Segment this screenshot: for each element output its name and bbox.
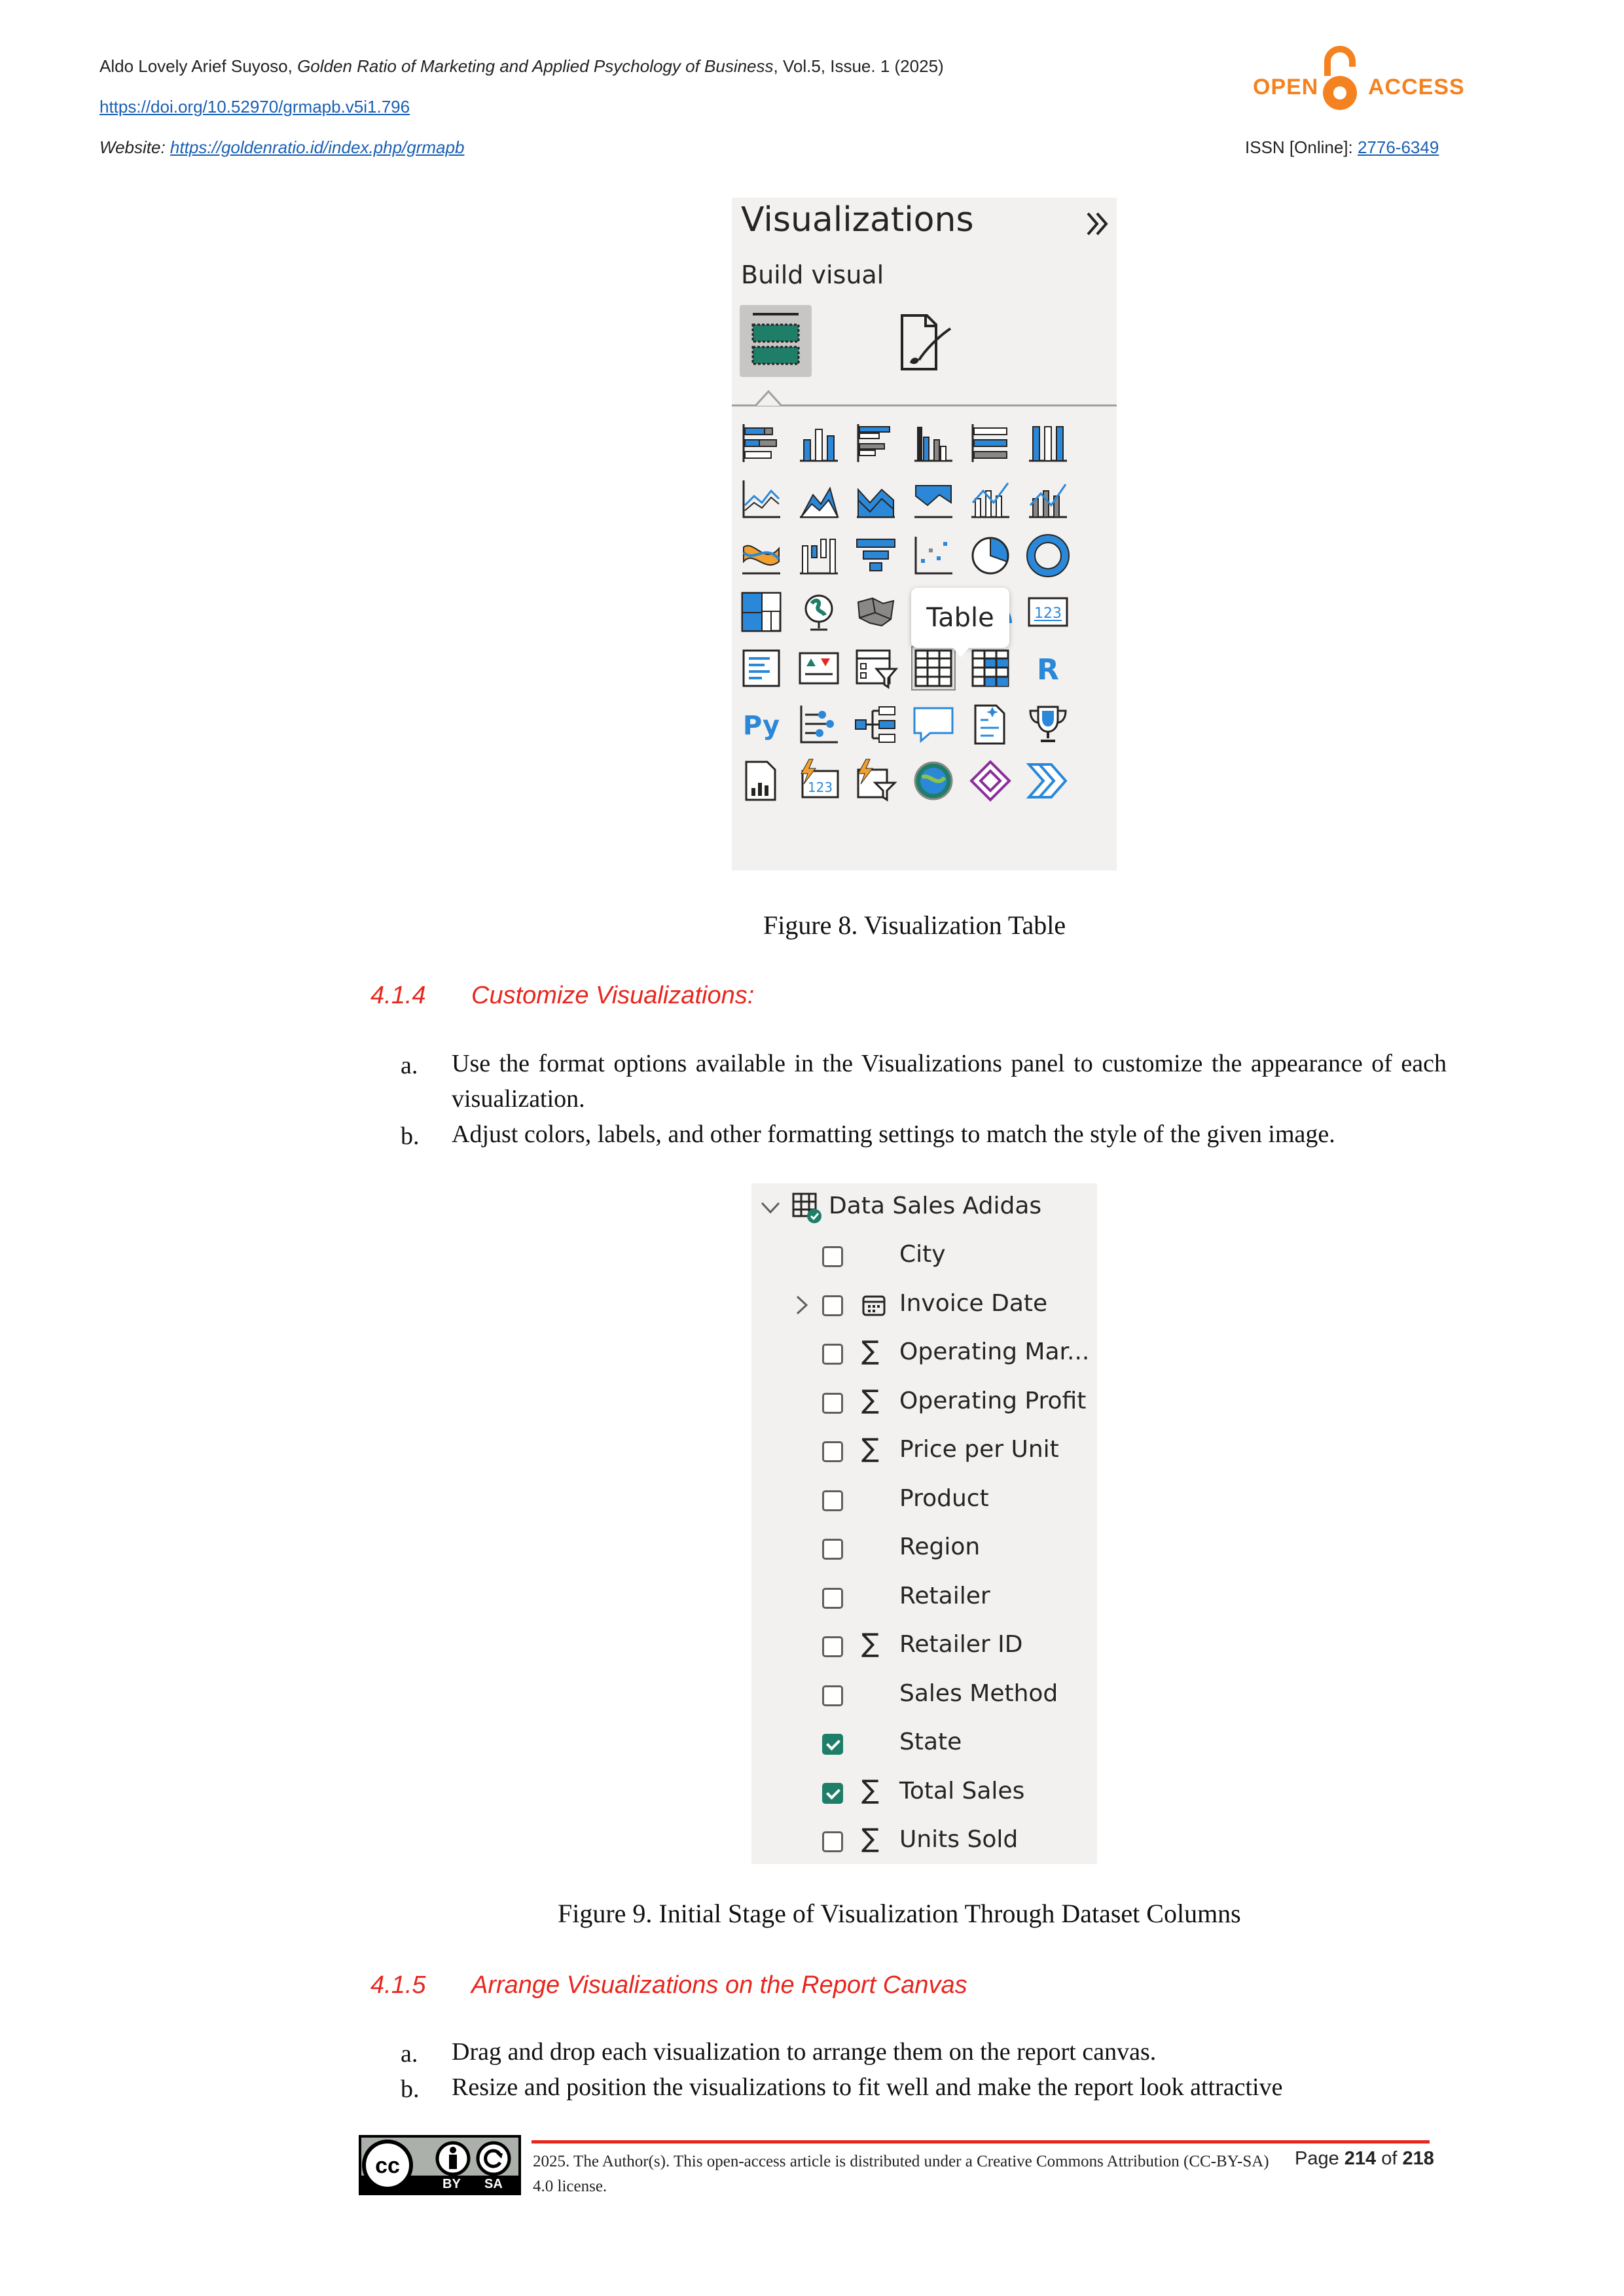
figure-9-caption: Figure 9. Initial Stage of Visualization Through Dataset Columns <box>558 1899 1241 1928</box>
field-checkbox[interactable] <box>822 1636 843 1657</box>
field-row[interactable] <box>751 1281 1097 1329</box>
website-label: Website: <box>99 137 170 157</box>
field-row[interactable] <box>751 1671 1097 1719</box>
svg-text:Py: Py <box>742 711 780 741</box>
field-label: Price per Unit <box>899 1436 1059 1463</box>
list-item-marker: b. <box>401 1122 420 1150</box>
qa-icon[interactable] <box>911 702 956 747</box>
running-header <box>99 56 944 77</box>
header-journal: Golden Ratio of Marketing and Applied Psychology of Business <box>297 56 774 76</box>
fields-panel <box>751 1183 1097 1864</box>
treemap-icon[interactable] <box>738 589 784 635</box>
doi-link[interactable]: https://doi.org/10.52970/grmapb.v5i1.796 <box>99 97 410 117</box>
cc-sa-label: SA <box>484 2177 503 2191</box>
svg-text:123: 123 <box>1034 605 1062 622</box>
field-label: Total Sales <box>899 1777 1025 1804</box>
field-row[interactable] <box>751 1232 1097 1280</box>
table-icon <box>791 1191 825 1225</box>
filled-map-icon[interactable] <box>853 589 899 635</box>
list-item-text: Resize and position the visualizations to fit well and make the report look attractive <box>452 2073 1283 2101</box>
sigma-icon: ∑ <box>861 1628 879 1659</box>
field-label: Retailer <box>899 1582 990 1609</box>
sigma-icon: ∑ <box>861 1823 879 1854</box>
page-current: 214 <box>1344 2148 1377 2169</box>
clustered-bar-icon[interactable] <box>853 420 899 466</box>
matrix-icon[interactable] <box>967 645 1013 691</box>
kpi-icon[interactable] <box>796 645 842 691</box>
paginated-report-icon[interactable] <box>738 758 784 804</box>
list-item-marker: a. <box>401 2040 418 2068</box>
field-label: City <box>899 1241 946 1268</box>
power-apps-icon[interactable] <box>967 758 1013 804</box>
list-item-text: Use the format options available in the Visualizations panel to customize the appearance of each visualization. <box>452 1050 1447 1113</box>
page-of: of <box>1376 2148 1403 2169</box>
line-column-icon[interactable] <box>967 476 1013 522</box>
field-label: Units Sold <box>899 1826 1019 1853</box>
by-icon <box>435 2140 471 2177</box>
field-checkbox[interactable] <box>822 1441 843 1462</box>
ribbon-chart-icon[interactable] <box>911 476 956 522</box>
page-total: 218 <box>1402 2148 1434 2169</box>
slicer-icon[interactable] <box>853 645 899 691</box>
field-checkbox[interactable] <box>822 1588 843 1609</box>
field-row[interactable] <box>751 1768 1097 1817</box>
map-icon[interactable] <box>796 589 842 635</box>
chevron-down-icon[interactable] <box>759 1196 782 1219</box>
table-tooltip: Table <box>911 588 1009 648</box>
field-label: Operating Profit <box>899 1387 1087 1414</box>
table-node[interactable] <box>751 1183 1097 1232</box>
field-row[interactable] <box>751 1817 1097 1865</box>
svg-text:R: R <box>1036 653 1059 687</box>
field-checkbox[interactable] <box>822 1490 843 1511</box>
field-row[interactable] <box>751 1329 1097 1378</box>
section-4-1-4-number: 4.1.4 <box>370 982 426 1009</box>
field-row[interactable] <box>751 1524 1097 1573</box>
header-volume: , Vol.5, Issue. 1 (2025) <box>773 56 944 76</box>
sigma-icon: ∑ <box>861 1336 879 1366</box>
tab-pointer <box>755 390 782 406</box>
list-item-marker: a. <box>401 1052 418 1079</box>
field-row[interactable] <box>751 1476 1097 1524</box>
line-chart-icon[interactable] <box>738 476 784 522</box>
license-text: 2025. The Author(s). This open-access article is distributed under a Creative Commons Attribution (CC-BY-SA) 4.0 license. <box>533 2153 1269 2195</box>
stacked-bar-icon[interactable] <box>738 420 784 466</box>
field-row[interactable] <box>751 1573 1097 1622</box>
field-checkbox[interactable] <box>822 1295 843 1316</box>
issn-line <box>1245 137 1439 158</box>
field-checkbox[interactable] <box>822 1831 843 1852</box>
visualizations-title: Visualizations <box>741 200 974 240</box>
field-label: Invoice Date <box>899 1289 1048 1317</box>
python-visual-icon[interactable] <box>738 702 784 747</box>
panel-divider <box>732 404 1117 406</box>
field-label: Product <box>899 1484 989 1512</box>
cc-by-sa-badge <box>359 2135 521 2195</box>
stacked-column-icon[interactable] <box>796 420 842 466</box>
svg-text:123: 123 <box>807 780 833 795</box>
decomposition-tree-icon[interactable] <box>853 702 899 747</box>
line-stacked-column-icon[interactable] <box>1025 476 1071 522</box>
issn-label: ISSN [Online]: <box>1245 137 1358 157</box>
page-label: Page <box>1295 2148 1344 2169</box>
visualizations-panel <box>732 198 1117 870</box>
field-checkbox[interactable] <box>822 1783 843 1804</box>
open-lock-icon <box>1318 43 1362 115</box>
doi-line <box>99 97 410 117</box>
field-checkbox[interactable] <box>822 1246 843 1267</box>
cc-icon <box>361 2138 414 2193</box>
field-label: Retailer ID <box>899 1631 1023 1658</box>
sigma-icon: ∑ <box>861 1433 879 1463</box>
table-icon[interactable] <box>911 645 956 691</box>
scatter-icon[interactable] <box>911 533 956 579</box>
page-number <box>1295 2148 1434 2170</box>
field-checkbox[interactable] <box>822 1685 843 1706</box>
card-icon[interactable] <box>1025 589 1071 635</box>
field-checkbox[interactable] <box>822 1539 843 1560</box>
sigma-icon: ∑ <box>861 1774 879 1805</box>
header-author: Aldo Lovely Arief Suyoso, <box>99 56 298 76</box>
power-automate-icon[interactable] <box>1025 758 1071 804</box>
100-stacked-bar-icon[interactable] <box>967 420 1013 466</box>
field-row[interactable] <box>751 1622 1097 1670</box>
multi-row-card-icon[interactable] <box>738 645 784 691</box>
sa-icon <box>475 2140 512 2177</box>
section-4-1-5-number: 4.1.5 <box>370 1971 426 1999</box>
calendar-icon <box>861 1294 886 1318</box>
website-link[interactable]: https://goldenratio.id/index.php/grmapb <box>170 137 465 157</box>
table-name: Data Sales Adidas <box>829 1193 1042 1219</box>
r-visual-icon[interactable] <box>1025 645 1071 691</box>
section-4-1-4-title: Customize Visualizations: <box>471 982 755 1009</box>
figure-8-caption: Figure 8. Visualization Table <box>763 910 1066 940</box>
100-stacked-column-icon[interactable] <box>1025 420 1071 466</box>
waterfall-icon[interactable] <box>796 533 842 579</box>
build-visual-label: Build visual <box>741 260 884 289</box>
list-item-text: Adjust colors, labels, and other formatting settings to match the style of the given image. <box>452 1121 1335 1148</box>
field-row[interactable] <box>751 1378 1097 1427</box>
key-influencers-icon[interactable] <box>796 702 842 747</box>
cc-by-label: BY <box>442 2177 461 2191</box>
list-item-marker: b. <box>401 2075 420 2103</box>
power-apps-card-icon[interactable] <box>796 758 842 804</box>
field-checkbox[interactable] <box>822 1393 843 1414</box>
power-apps-slicer-icon[interactable] <box>853 758 899 804</box>
pie-chart-icon[interactable] <box>967 533 1013 579</box>
field-row[interactable] <box>751 1427 1097 1475</box>
clustered-column-icon[interactable] <box>911 420 956 466</box>
open-access-left: OPEN <box>1253 75 1319 99</box>
format-visual-icon[interactable] <box>893 310 958 376</box>
sigma-icon: ∑ <box>861 1384 879 1415</box>
area-chart-icon[interactable] <box>796 476 842 522</box>
list-item-text: Drag and drop each visualization to arrange them on the report canvas. <box>452 2038 1157 2066</box>
smart-narrative-icon[interactable] <box>967 702 1013 747</box>
field-label: State <box>899 1729 962 1755</box>
field-label: Operating Mar... <box>899 1338 1090 1365</box>
open-access-right: ACCESS <box>1368 75 1465 99</box>
field-label: Region <box>899 1534 981 1560</box>
stacked-area-icon[interactable] <box>853 476 899 522</box>
trophy-icon[interactable] <box>1025 702 1071 747</box>
footer-rule <box>532 2140 1430 2144</box>
field-row[interactable] <box>751 1719 1097 1768</box>
field-label: Sales Method <box>899 1679 1058 1707</box>
chevron-right-icon[interactable] <box>792 1294 812 1316</box>
collapse-panel-icon[interactable] <box>1084 209 1113 238</box>
build-visual-tab[interactable] <box>740 305 812 377</box>
field-checkbox[interactable] <box>822 1734 843 1755</box>
ribbon-icon[interactable] <box>738 533 784 579</box>
field-checkbox[interactable] <box>822 1344 843 1365</box>
arcgis-icon[interactable] <box>911 758 956 804</box>
build-visual-icon <box>740 305 812 377</box>
donut-chart-icon[interactable] <box>1025 533 1071 579</box>
open-access-logo <box>1253 43 1465 115</box>
svg-text:cc: cc <box>375 2153 400 2178</box>
website-line <box>99 137 464 158</box>
section-4-1-5-title: Arrange Visualizations on the Report Canvas <box>471 1971 967 1999</box>
funnel-icon[interactable] <box>853 533 899 579</box>
issn-link[interactable]: 2776-6349 <box>1357 137 1439 157</box>
